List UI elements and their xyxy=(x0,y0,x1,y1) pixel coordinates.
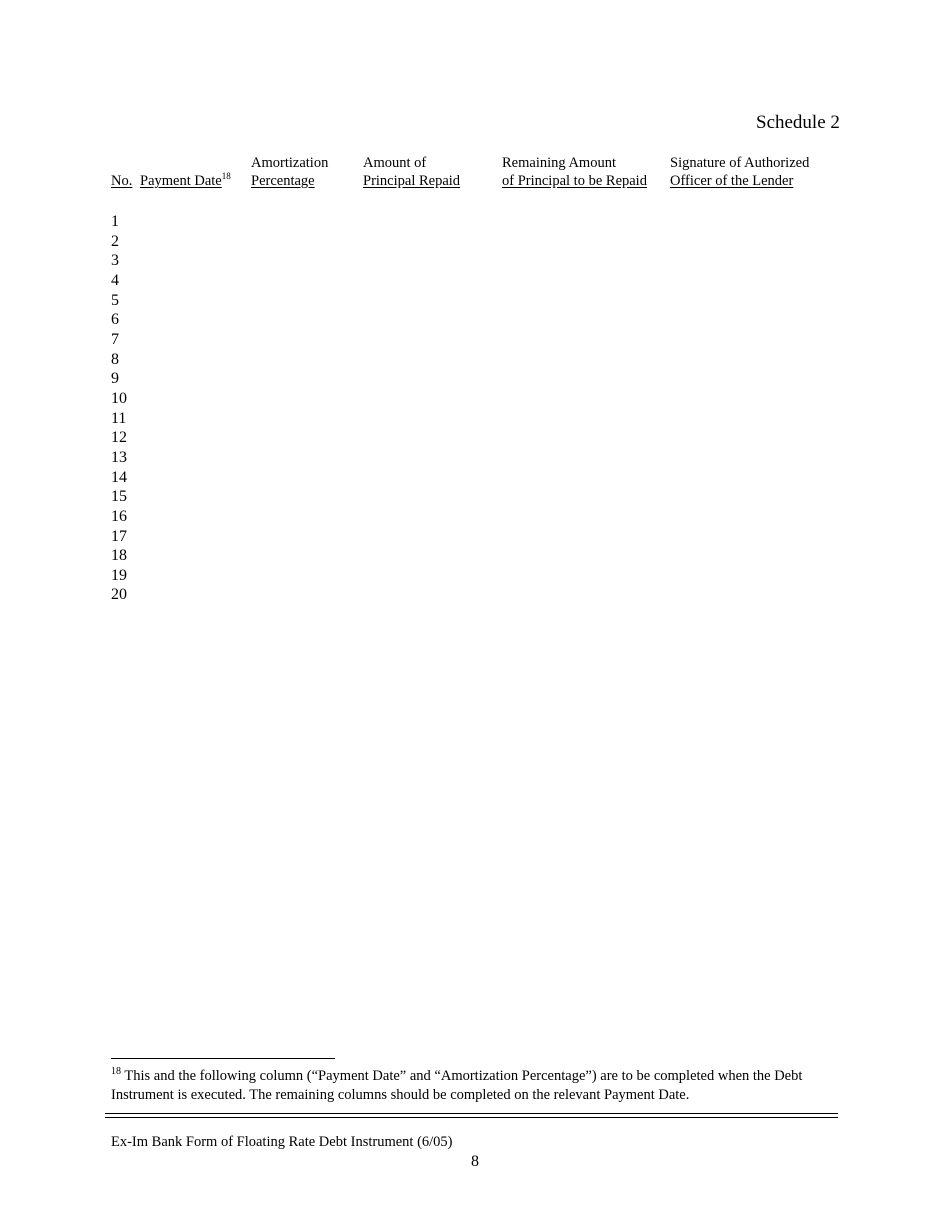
row-number: 6 xyxy=(111,311,119,329)
column-header-amount-line2: Principal Repaid xyxy=(363,173,461,189)
footnote-marker: 18 xyxy=(111,1066,121,1078)
column-header-payment-date xyxy=(140,172,231,190)
column-header-remaining-amount xyxy=(502,154,647,190)
form-name: Ex-Im Bank Form of Floating Rate Debt Instrument (6/05) xyxy=(111,1134,453,1150)
column-header-remaining-line1: Remaining Amount xyxy=(502,155,616,171)
row-number: 2 xyxy=(111,232,119,250)
column-header-amortization xyxy=(251,154,328,190)
column-header-amount-repaid xyxy=(363,154,460,190)
row-number: 20 xyxy=(111,586,127,604)
row-number: 8 xyxy=(111,350,119,368)
column-header-amount-line1: Amount of xyxy=(363,155,427,171)
footnote-separator xyxy=(111,1058,335,1059)
row-number: 12 xyxy=(111,429,127,447)
row-number: 4 xyxy=(111,271,119,289)
row-number: 3 xyxy=(111,252,119,270)
column-header-signature-line2: Officer of the Lender xyxy=(670,173,794,189)
column-header-signature-line1: Signature of Authorized xyxy=(670,155,810,171)
column-header-remaining-line2: of Principal to be Repaid xyxy=(502,173,647,189)
row-number: 19 xyxy=(111,566,127,584)
row-number: 16 xyxy=(111,507,127,525)
row-number: 14 xyxy=(111,468,127,486)
payment-rows-list xyxy=(111,212,127,605)
column-header-amortization-line1: Amortization xyxy=(251,155,329,171)
row-number: 18 xyxy=(111,547,127,565)
row-number: 1 xyxy=(111,213,119,230)
column-header-amortization-line2: Percentage xyxy=(251,173,315,189)
schedule-title: Schedule 2 xyxy=(756,112,840,133)
row-number: 15 xyxy=(111,488,127,506)
column-header-payment-date-label: Payment Date xyxy=(140,173,222,189)
page-number: 8 xyxy=(471,1153,479,1170)
footnote xyxy=(111,1067,831,1105)
column-header-no xyxy=(111,172,132,190)
row-number: 7 xyxy=(111,330,119,348)
row-number: 13 xyxy=(111,448,127,466)
footnote-text: This and the following column (“Payment Date” and “Amortization Percentage”) are to be completed when the Debt Instrument is executed. The remaining columns should be completed on the relevant Payment Date. xyxy=(111,1068,803,1103)
column-header-signature xyxy=(670,154,809,190)
row-number: 5 xyxy=(111,291,119,309)
row-number: 17 xyxy=(111,527,127,545)
footnote-reference: 18 xyxy=(221,171,231,182)
row-number: 10 xyxy=(111,389,127,407)
row-number: 11 xyxy=(111,409,127,427)
column-header-no-label: No. xyxy=(111,173,133,189)
row-number: 9 xyxy=(111,370,119,388)
footer-double-rule xyxy=(105,1113,838,1118)
